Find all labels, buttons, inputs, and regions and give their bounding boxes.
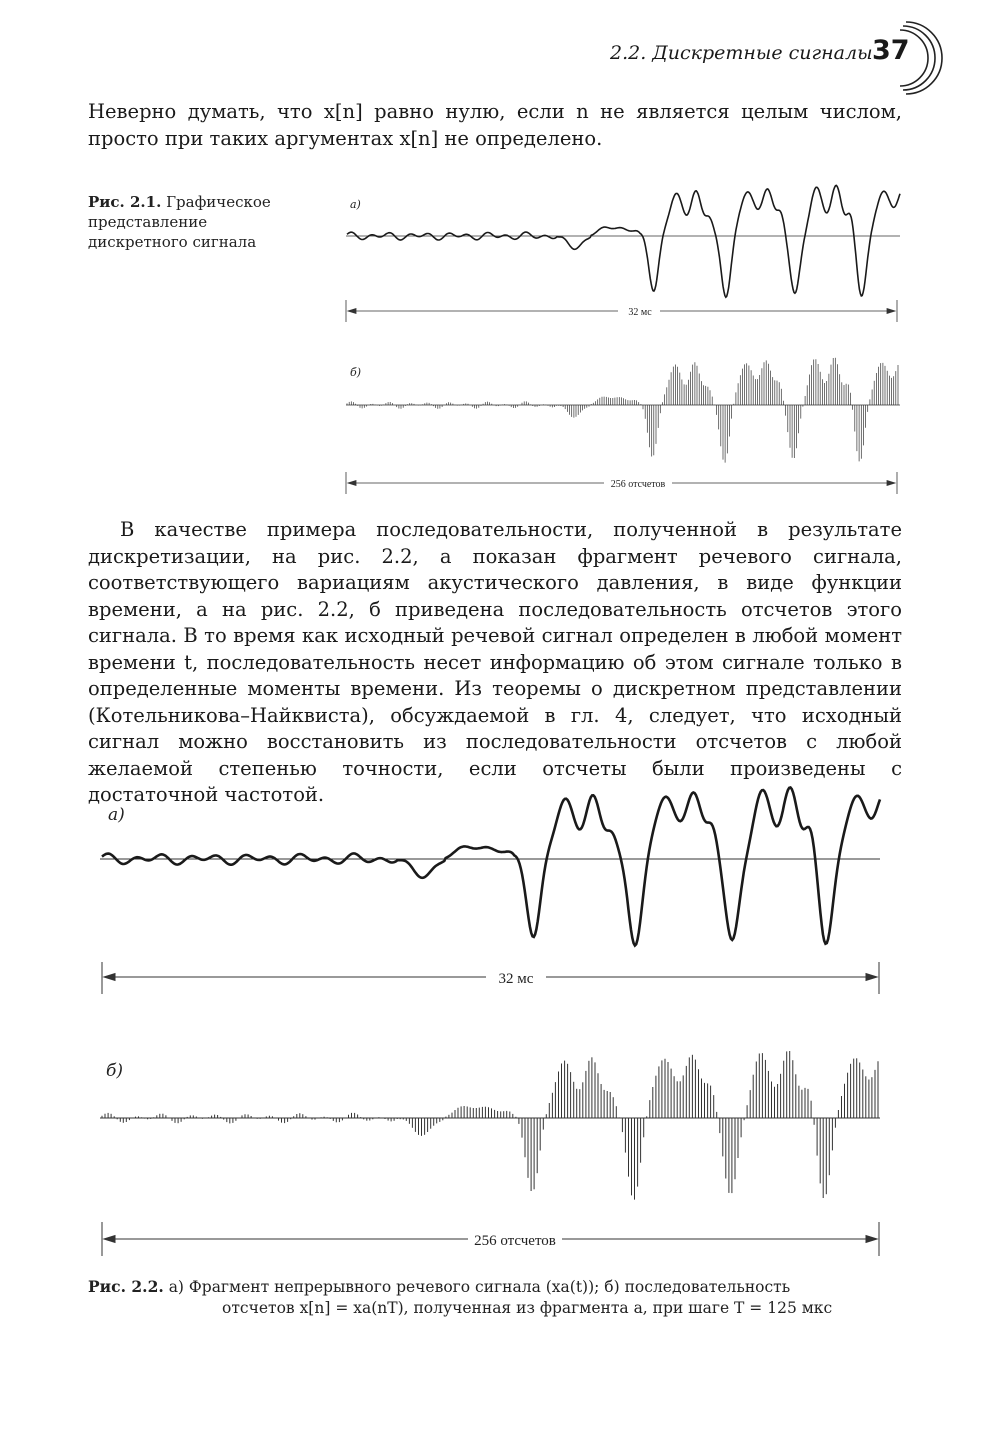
fig22-a-waveform bbox=[102, 788, 880, 946]
running-title: 2.2. Дискретные сигналы bbox=[610, 42, 873, 64]
fig21-samples-label: 256 отсчетов bbox=[610, 479, 666, 490]
fig21-b-stems bbox=[347, 358, 898, 463]
figure-2-2-caption-label: Рис. 2.2. bbox=[88, 1277, 164, 1296]
fig22-b-stems bbox=[102, 1051, 878, 1200]
fig22-samples-label: 256 отсчетов bbox=[474, 1233, 556, 1249]
fig22-panel-b-label: б) bbox=[106, 1061, 124, 1081]
page-number: 37 bbox=[872, 35, 910, 66]
fig21-a-waveform bbox=[347, 185, 900, 297]
figure-2-2-caption-line-2: отсчетов x[n] = xa(nT), полученная из фрагмента а, при шаге T = 125 мкс bbox=[222, 1299, 833, 1317]
figure-2-1 bbox=[346, 185, 900, 494]
figure-2-1-caption-text: Графическое представление дискретного сигнала bbox=[88, 193, 271, 251]
figure-2-2 bbox=[100, 788, 880, 1257]
paragraph-2-text: В качестве примера последовательности, полученной в результате дискретизации, на рис. 2.2, а показан фрагмент речевого сигнала, соответствующего вариациям акустического давления, в виде функции времени, а на рис. 2.2, б приведена последовательность отсчетов этого сигнала. В то время как исходный речевой сигнал определен в любой момент времени t, последовательность несет информацию об этом сигнале только в определенные моменты времени. Из теоремы о дискретном представлении (Котельникова–Найквиста), обсуждаемой в гл. 4, следует, что исходный сигнал можно восстановить из последовательности отсчетов с любой желаемой степенью точности, если отсчеты были произведены с достаточной частотой. bbox=[88, 518, 902, 806]
fig21-duration-label: 32 мс bbox=[628, 307, 652, 318]
figure-2-1-caption-label: Рис. 2.1. bbox=[88, 193, 162, 211]
fig21-panel-a-label: а) bbox=[350, 198, 361, 211]
fig22-duration-label: 32 мс bbox=[498, 971, 534, 987]
paragraph-1-text: Неверно думать, что x[n] равно нулю, если n не является целым числом, просто при таких аргументах x[n] не определено. bbox=[88, 100, 902, 150]
fig22-a-dimension bbox=[102, 962, 879, 994]
fig21-a-dimension bbox=[346, 300, 897, 322]
fig21-panel-b-label: б) bbox=[350, 366, 362, 379]
fig22-panel-a-label: а) bbox=[108, 805, 125, 825]
figure-2-2-caption-line-1: а) Фрагмент непрерывного речевого сигнала (xa(t)); б) последовательность bbox=[168, 1278, 791, 1296]
page-number-ornament bbox=[900, 22, 942, 94]
